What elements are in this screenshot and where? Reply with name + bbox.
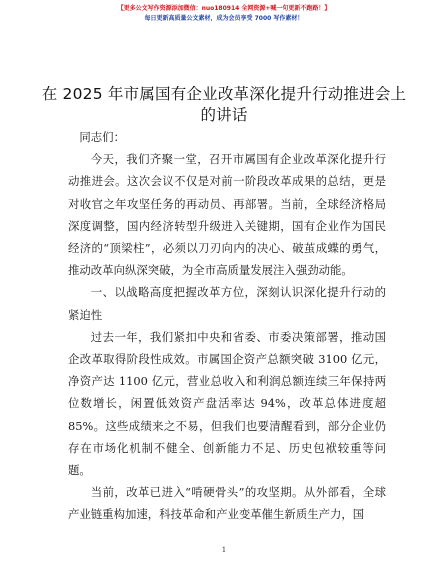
promo-banner-line-2: 每日更新高质量公文素材，成为会员享受 7000 写作素材！	[144, 15, 304, 22]
document-title: 在 2025 年市属国有企业改革深化提升行动推进会上的讲话	[41, 85, 407, 124]
paragraph-achievements: 过去一年，我们紧扣中央和省委、市委决策部署，推动国企改革取得阶段性成效。市属国企资产总额突破 3100 亿元，净资产达 1100 亿元，营业总收入和利润总额连续三年保持两位数增长，闲置低效资产盘活率达 94%，改革总体进度超 85%。这些成绩来之不易，但我们也要清醒看到，部分企业仍存在市场化机制不健全、创新能力不足、历史包袱较重等问题。	[68, 329, 386, 478]
page-number: 1	[221, 546, 227, 554]
promo-banner-line-1: 【更多公文写作资源添加微信：nuo180914 全网资源+喊一句更新不跑路！】	[117, 5, 331, 12]
salutation: 同志们：	[79, 130, 125, 144]
document-body	[68, 126, 386, 526]
section-heading-1: 一、以战略高度把握改革方位，深刻认识深化提升行动的紧迫性	[68, 285, 386, 322]
paragraph-opening: 今天，我们齐聚一堂，召开市属国有企业改革深化提升行动推进会。这次会议不仅是对前一阶段改革成果的总结，更是对收官之年攻坚任务的再动员、再部署。当前，全球经济格局深度调整，国内经济转型升级进入关键期，国有企业作为国民经济的“顶梁柱”，必须以刀刃向内的决心、破茧成蝶的勇气，推动改革向纵深突破，为全市高质量发展注入强劲动能。	[68, 152, 386, 278]
paragraph-current-situation: 当前，改革已进入“啃硬骨头”的攻坚期。从外部看，全球产业链重构加速，科技革命和产业变革催生新质生产力，国	[68, 485, 386, 522]
